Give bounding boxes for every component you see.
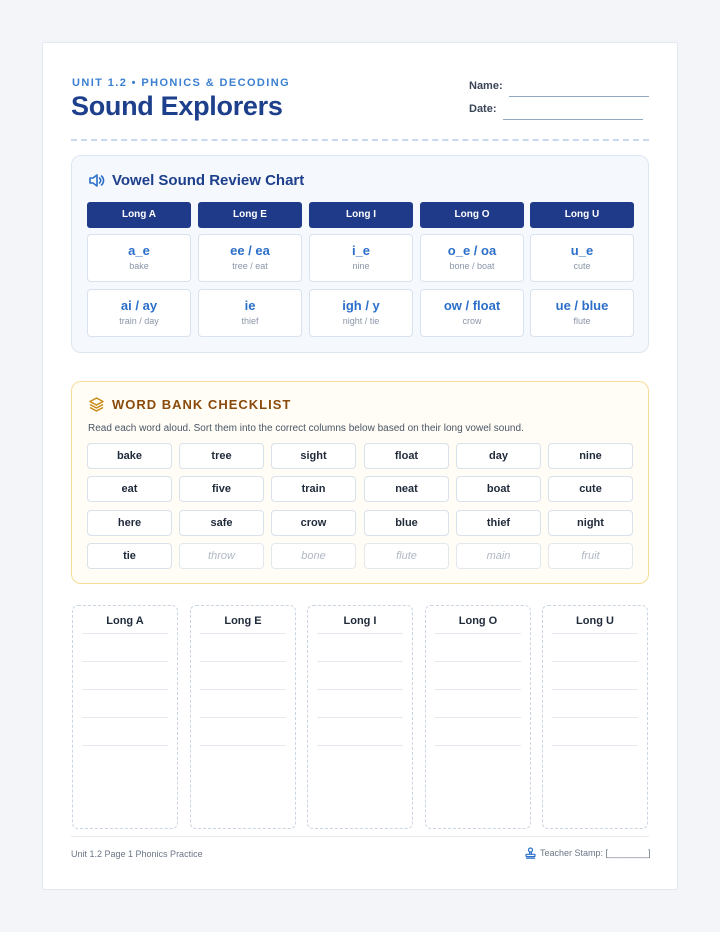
sort-column-label: Long E <box>224 615 262 627</box>
footer-caption: Unit 1.2 Page 1 Phonics Practice <box>71 849 203 859</box>
chart-column-header: Long E <box>198 202 302 228</box>
writing-line <box>435 633 521 634</box>
word-chip[interactable]: here <box>87 510 172 536</box>
word-bank-instructions: Read each word aloud. Sort them into the correct columns below based on their long vowel sound. <box>88 423 524 434</box>
word-bank-title: WORD BANK CHECKLIST <box>112 397 292 412</box>
sort-column[interactable] <box>307 605 413 829</box>
vowel-chart-header <box>88 172 304 189</box>
word-chip[interactable]: throw <box>179 543 264 569</box>
writing-line <box>82 661 168 662</box>
layers-icon <box>88 396 105 413</box>
spelling-pattern: igh / y <box>342 298 380 313</box>
writing-line <box>552 633 638 634</box>
word-chip[interactable]: day <box>456 443 541 469</box>
word-bank-panel <box>71 381 649 584</box>
sound-cell <box>87 234 191 282</box>
word-chip[interactable]: night <box>548 510 633 536</box>
word-chip[interactable]: crow <box>271 510 356 536</box>
sound-cell <box>87 289 191 337</box>
sort-column-label: Long A <box>106 615 144 627</box>
writing-line <box>552 689 638 690</box>
writing-line <box>200 689 286 690</box>
example-words: tree / eat <box>232 261 268 271</box>
writing-line <box>435 661 521 662</box>
date-field[interactable] <box>503 119 643 120</box>
sort-column[interactable] <box>190 605 296 829</box>
word-chip[interactable]: train <box>271 476 356 502</box>
example-words: bone / boat <box>449 261 495 271</box>
sort-column[interactable] <box>542 605 648 829</box>
spelling-pattern: ai / ay <box>120 298 158 313</box>
spelling-pattern: ow / float <box>443 298 501 313</box>
word-chip[interactable]: boat <box>456 476 541 502</box>
unit-label: UNIT 1.2 • PHONICS & DECODING <box>72 77 291 89</box>
header-divider <box>71 139 649 141</box>
word-chip[interactable]: bone <box>271 543 356 569</box>
word-chip[interactable]: eat <box>87 476 172 502</box>
example-words: train / day <box>119 316 159 326</box>
spelling-pattern: ue / blue <box>555 298 609 313</box>
spelling-pattern: ee / ea <box>230 243 270 258</box>
sound-cell <box>198 234 302 282</box>
word-chip[interactable]: blue <box>364 510 449 536</box>
spelling-pattern: a_e <box>128 243 150 258</box>
word-chip[interactable]: tie <box>87 543 172 569</box>
writing-line <box>317 717 403 718</box>
writing-line <box>317 745 403 746</box>
word-chip[interactable]: thief <box>456 510 541 536</box>
teacher-stamp-label: Teacher Stamp: [________] <box>540 848 651 858</box>
example-words: flute <box>573 316 591 326</box>
example-words: cute <box>573 261 591 271</box>
word-chip[interactable]: cute <box>548 476 633 502</box>
word-chip[interactable]: nine <box>548 443 633 469</box>
sound-cell <box>530 234 634 282</box>
sort-column-label: Long O <box>458 615 498 627</box>
chart-column-header: Long O <box>420 202 524 228</box>
writing-line <box>435 689 521 690</box>
chart-column-header: Long I <box>309 202 413 228</box>
writing-line <box>200 745 286 746</box>
writing-line <box>200 633 286 634</box>
example-words: nine <box>352 261 370 271</box>
sound-cell <box>420 234 524 282</box>
word-chip[interactable]: sight <box>271 443 356 469</box>
writing-line <box>317 689 403 690</box>
speaker-icon <box>88 173 105 188</box>
name-field[interactable] <box>509 96 649 97</box>
name-label: Name: <box>469 80 503 92</box>
word-chip[interactable]: bake <box>87 443 172 469</box>
word-chip[interactable]: fruit <box>548 543 633 569</box>
writing-line <box>552 745 638 746</box>
footer-divider <box>71 836 649 837</box>
writing-line <box>435 717 521 718</box>
word-chip[interactable]: float <box>364 443 449 469</box>
sound-cell <box>198 289 302 337</box>
writing-line <box>82 717 168 718</box>
spelling-pattern: o_e / oa <box>447 243 497 258</box>
writing-line <box>82 689 168 690</box>
writing-line <box>317 661 403 662</box>
sound-cell <box>420 289 524 337</box>
worksheet-page <box>42 42 678 890</box>
sound-cell <box>309 289 413 337</box>
stamp-icon <box>525 847 536 859</box>
vowel-chart-panel <box>71 155 649 353</box>
sound-cell <box>309 234 413 282</box>
word-chip[interactable]: tree <box>179 443 264 469</box>
word-chip[interactable]: main <box>456 543 541 569</box>
example-words: crow <box>462 316 482 326</box>
writing-line <box>82 745 168 746</box>
chart-column-header: Long U <box>530 202 634 228</box>
writing-line <box>552 661 638 662</box>
chart-column-header: Long A <box>87 202 191 228</box>
writing-line <box>317 633 403 634</box>
word-bank-header <box>88 396 291 413</box>
sort-column[interactable] <box>72 605 178 829</box>
word-chip[interactable]: neat <box>364 476 449 502</box>
example-words: bake <box>129 261 149 271</box>
word-chip[interactable]: five <box>179 476 264 502</box>
sound-cell <box>530 289 634 337</box>
page-title: Sound Explorers <box>71 91 283 121</box>
writing-line <box>552 717 638 718</box>
writing-line <box>82 633 168 634</box>
date-label: Date: <box>469 103 497 115</box>
writing-line <box>200 661 286 662</box>
spelling-pattern: u_e <box>570 243 594 258</box>
writing-line <box>200 717 286 718</box>
spelling-pattern: i_e <box>351 243 371 258</box>
writing-line <box>435 745 521 746</box>
word-chip[interactable]: safe <box>179 510 264 536</box>
example-words: thief <box>241 316 259 326</box>
word-chip[interactable]: flute <box>364 543 449 569</box>
sort-column[interactable] <box>425 605 531 829</box>
example-words: night / tie <box>342 316 380 326</box>
sort-column-label: Long I <box>343 615 377 627</box>
sort-column-label: Long U <box>576 615 614 627</box>
spelling-pattern: ie <box>244 298 256 313</box>
teacher-stamp <box>525 847 651 859</box>
vowel-chart-title: Vowel Sound Review Chart <box>112 172 305 189</box>
